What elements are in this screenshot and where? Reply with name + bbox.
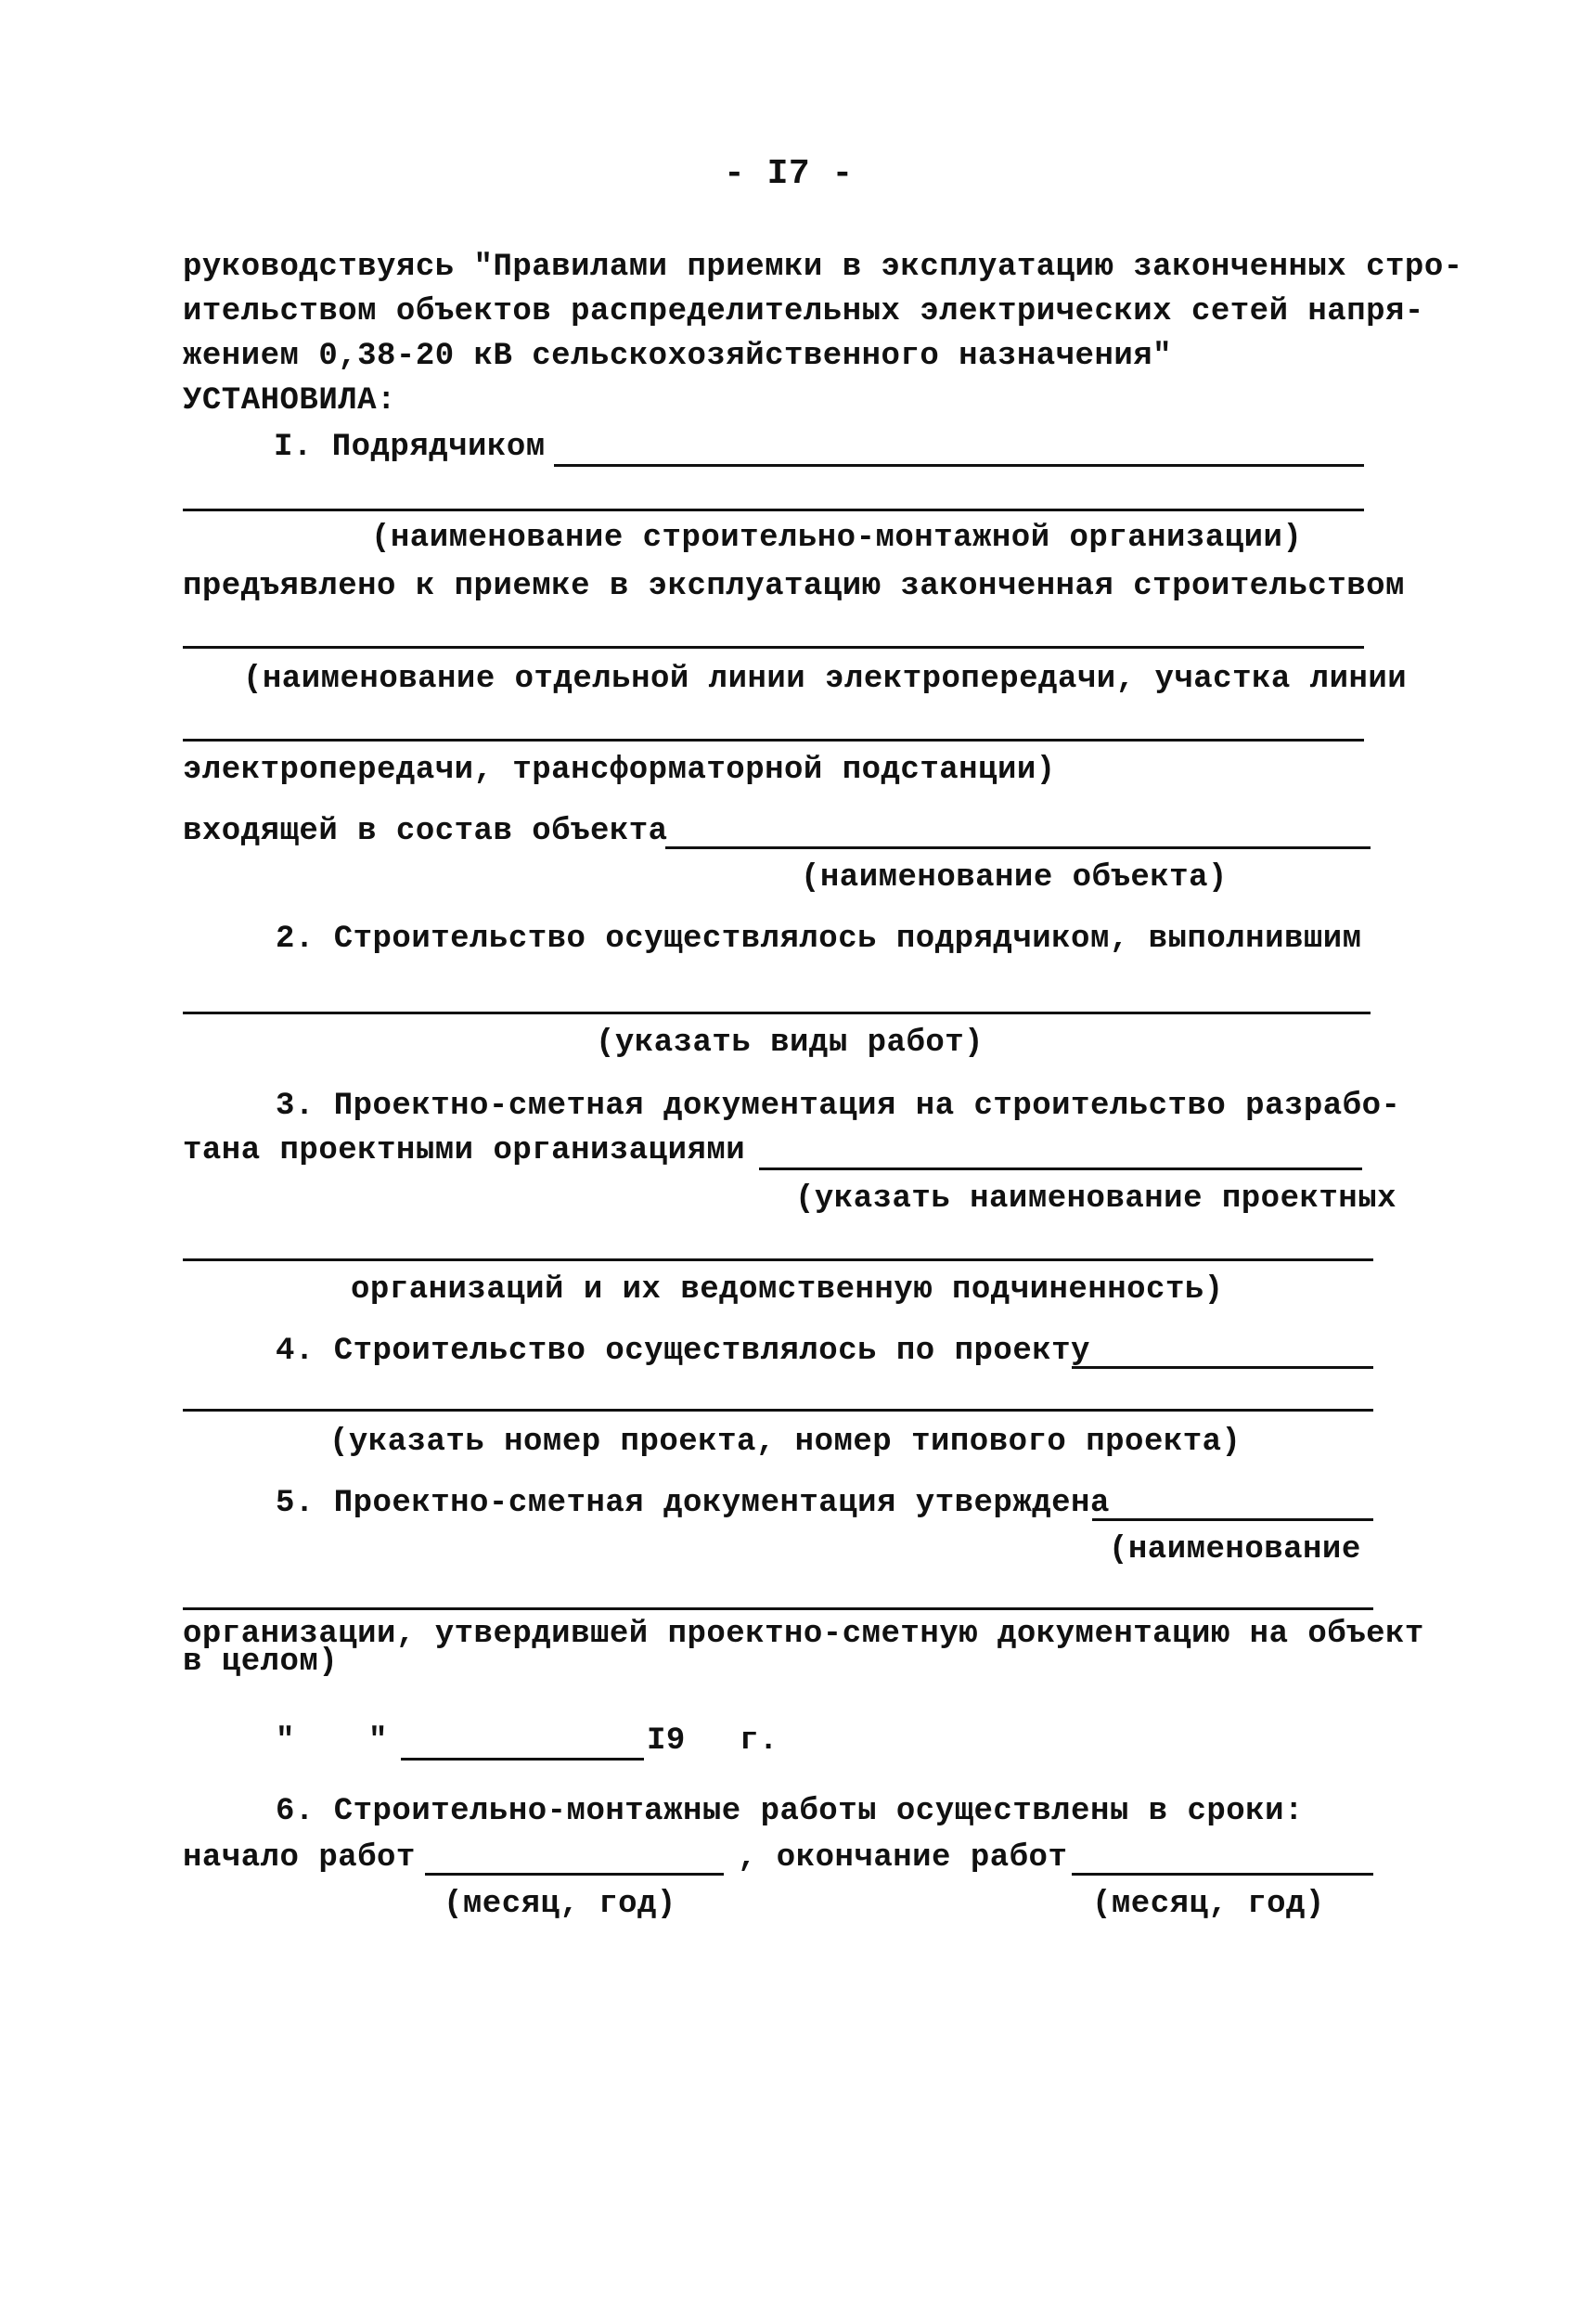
intro-line-3: жением 0,38-20 кВ сельскохозяйственного назначения" (183, 339, 1173, 374)
item3-org-line (759, 1167, 1362, 1170)
item1-object-caption: (наименование объекта) (801, 860, 1228, 896)
item1-contractor-line (554, 464, 1364, 467)
item1-object-line-2 (183, 739, 1364, 742)
item1-caption-3: электропередачи, трансформаторной подстанции) (183, 753, 1056, 788)
item5-caption-2a: организации, утвердившей проектно-сметную документацию на объект (183, 1617, 1424, 1652)
item3-caption-1: (указать наименование проектных (795, 1181, 1397, 1217)
item5-caption-1: (наименование (1109, 1532, 1361, 1567)
item3-org-line-2 (183, 1258, 1373, 1261)
item3-line-1: 3. Проектно-сметная документация на строительство разрабо- (276, 1089, 1401, 1124)
item5-caption-2b: в целом) (183, 1645, 339, 1680)
item1-contractor-line-2 (183, 509, 1364, 511)
item6-end-caption: (месяц, год) (1092, 1887, 1325, 1922)
item1-object-label: входящей в состав объекта (183, 814, 668, 849)
approval-date-quote-close: " (368, 1723, 388, 1759)
item3-caption-2: организаций и их ведомственную подчиненность) (351, 1272, 1224, 1308)
item1-label: I. Подрядчиком (274, 430, 546, 465)
item4-label: 4. Строительство осуществлялось по проекту (276, 1334, 1090, 1369)
item2-label: 2. Строительство осуществлялось подрядчиком, выполнившим (276, 922, 1362, 957)
approval-date-quote-open: " (276, 1723, 295, 1759)
item2-works-line (183, 1012, 1371, 1014)
item4-project-line (1072, 1366, 1373, 1369)
item1-object-line (183, 646, 1364, 649)
approval-date-line (401, 1758, 644, 1761)
item5-label: 5. Проектно-сметная документация утверждена (276, 1486, 1110, 1521)
approval-date-year: I9 (647, 1723, 686, 1759)
approval-date-suffix: г. (740, 1723, 779, 1759)
item6-end-line (1072, 1873, 1373, 1876)
item6-start-line (425, 1873, 724, 1876)
item6-label: 6. Строительно-монтажные работы осуществлены в сроки: (276, 1794, 1304, 1829)
item2-caption: (указать виды работ) (596, 1026, 985, 1061)
intro-line-2: ительством объектов распределительных электрических сетей напря- (183, 294, 1424, 329)
item1-caption: (наименование строительно-монтажной организации) (371, 521, 1303, 556)
intro-line-1: руководствуясь "Правилами приемки в эксплуатацию законченных стро- (183, 250, 1463, 285)
item6-start-label: начало работ (183, 1840, 416, 1876)
item1-text: предъявлено к приемке в эксплуатацию законченная строительством (183, 569, 1405, 604)
page-number: - I7 - (724, 154, 854, 194)
established-heading: УСТАНОВИЛА: (183, 383, 396, 419)
item6-start-caption: (месяц, год) (444, 1887, 676, 1922)
item5-approver-line-2 (183, 1607, 1373, 1610)
item4-caption: (указать номер проекта, номер типового проекта) (329, 1425, 1242, 1460)
item3-line-2: тана проектными организациями (183, 1133, 746, 1168)
item1-object-name-line (665, 846, 1371, 849)
item5-approver-line (1092, 1518, 1373, 1521)
item6-end-label: , окончание работ (738, 1840, 1068, 1876)
item4-project-line-2 (183, 1409, 1373, 1412)
item1-caption-2: (наименование отдельной линии электропередачи, участка линии (243, 662, 1408, 697)
